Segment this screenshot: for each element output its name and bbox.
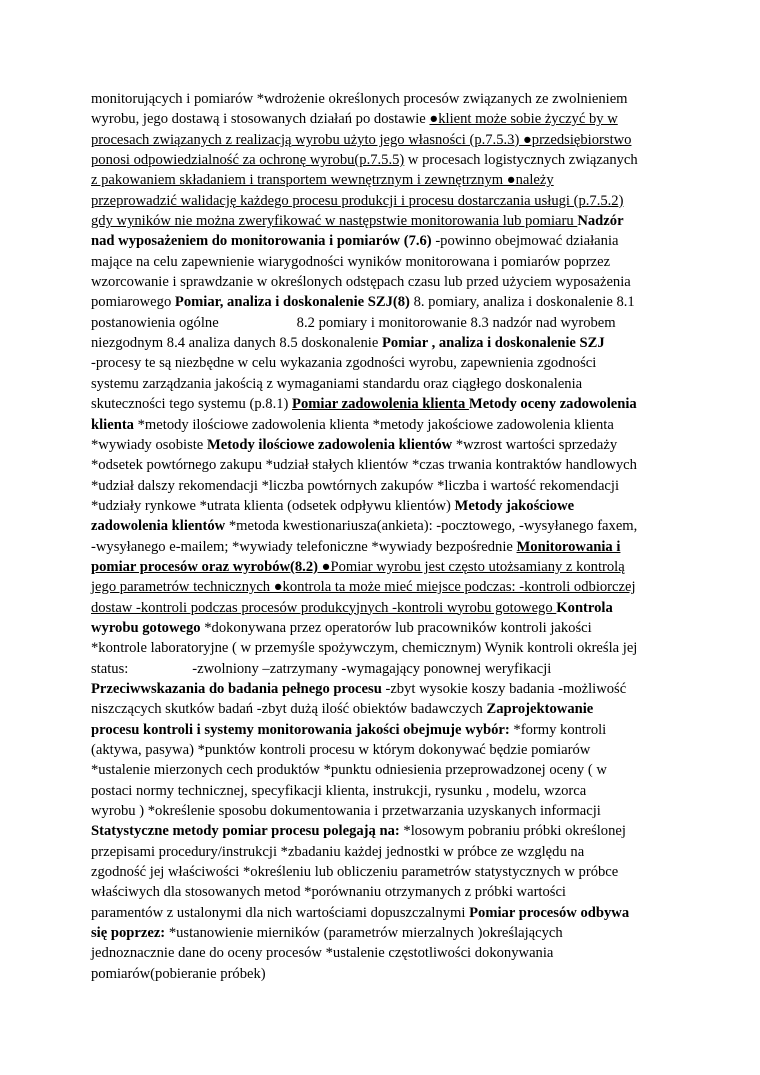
text-run: ●klient może sobie życzyć by w bbox=[429, 111, 618, 128]
text-run: *odsetek powtórnego zakupu *udział stałych klientów *czas trwania kontraktów handlowych bbox=[91, 457, 637, 474]
bold-text-run: pomiar procesów oraz wyrobów(8.2) bbox=[91, 558, 318, 575]
bold-text-run: Kontrola bbox=[556, 599, 613, 616]
text-run: status: bbox=[91, 660, 129, 677]
text-run: pomiarowego bbox=[91, 294, 175, 311]
text-run: *losowym pobraniu próbki określonej bbox=[399, 823, 626, 840]
text-run: postanowienia ogólne bbox=[91, 314, 219, 331]
text-run: *metody ilościowe zadowolenia klienta *metody jakościowe zadowolenia klienta bbox=[133, 416, 614, 433]
text-run: 8. pomiary, analiza i doskonalenie 8.1 bbox=[409, 294, 635, 311]
text-line bbox=[91, 150, 671, 170]
text-line bbox=[91, 353, 671, 373]
text-run: -powinno obejmować działania bbox=[431, 233, 619, 250]
bold-text-run: Metody jakościowe bbox=[454, 497, 575, 514]
text-line bbox=[91, 679, 671, 699]
text-line bbox=[91, 415, 671, 435]
bold-text-run: się poprzez: bbox=[91, 925, 166, 942]
text-run: -procesy te są niezbędne w celu wykazania zgodności wyrobu, zapewnienia zgodności bbox=[91, 355, 597, 372]
text-line bbox=[91, 842, 671, 862]
text-run: *metoda kwestionariusza(ankieta): -pocztowego, -wysyłanego faxem, bbox=[225, 518, 638, 535]
text-line bbox=[91, 699, 671, 719]
text-line bbox=[91, 89, 671, 109]
text-line bbox=[91, 862, 671, 882]
text-line bbox=[91, 435, 671, 455]
text-run: *kontrole laboratoryjne ( w przemyśle spożywczym, chemicznym) Wynik kontroli określa jej bbox=[91, 640, 638, 657]
text-line bbox=[91, 191, 671, 211]
bold-text-run: klienta bbox=[91, 416, 134, 433]
text-run: *wywiady osobiste bbox=[91, 436, 207, 453]
text-line bbox=[91, 170, 671, 190]
text-line bbox=[91, 252, 671, 272]
text-run: przepisami procedury/instrukcji *zbadaniu każdej jednostki w próbce ze względu na bbox=[91, 843, 585, 860]
bold-text-run: Pomiar zadowolenia klienta bbox=[292, 396, 469, 413]
text-line bbox=[91, 109, 671, 129]
bold-text-run: Zaprojektowanie bbox=[486, 701, 594, 718]
text-line bbox=[91, 455, 671, 475]
text-run: *udział dalszy rekomendacji *liczba powtórnych zakupów *liczba i wartość rekomendacji bbox=[91, 477, 620, 494]
text-line bbox=[91, 598, 671, 618]
text-run: jego parametrów technicznych ●kontrola ta może mieć miejsce podczas: -kontroli odbiorczej bbox=[91, 579, 636, 596]
bold-text-run: Metody oceny zadowolenia bbox=[468, 396, 637, 413]
text-line bbox=[91, 923, 671, 943]
text-run: procesach związanych z realizacją wyrobu użyto jego własności (p.7.5.3) ●przedsiębiorstwo bbox=[91, 131, 632, 148]
text-line bbox=[91, 964, 671, 984]
text-run: paramentów z ustalonymi dla nich wartościami dopuszczalnymi bbox=[91, 904, 470, 921]
text-line bbox=[91, 557, 671, 577]
bold-text-run: wyrobu gotowego bbox=[91, 619, 201, 636]
text-line bbox=[91, 903, 671, 923]
text-run: wyrobu ) *określenie sposobu dokumentowania i przetwarzania uzyskanych informacji bbox=[91, 803, 601, 820]
text-run: ponosi odpowiedzialność za ochronę wyrobu(p.7.5.5) bbox=[91, 152, 405, 169]
text-run: monitorujących i pomiarów *wdrożenie określonych procesów związanych ze zwolnieniem bbox=[91, 91, 628, 107]
text-line bbox=[91, 516, 671, 536]
bold-text-run: Nadzór bbox=[577, 213, 624, 230]
text-line bbox=[91, 577, 671, 597]
text-line bbox=[91, 211, 671, 231]
text-line bbox=[91, 638, 671, 658]
text-run: ●Pomiar wyrobu jest często utożsamiany z kontrolą bbox=[318, 558, 625, 575]
text-line bbox=[91, 333, 671, 353]
bold-text-run: Metody ilościowe zadowolenia klientów bbox=[206, 436, 453, 453]
text-run: pomiarów(pobieranie próbek) bbox=[91, 965, 266, 982]
bold-text-run: procesu kontroli i systemy monitorowania jakości obejmuje wybór: bbox=[91, 721, 510, 738]
text-run: skuteczności tego systemu (p.8.1) bbox=[91, 396, 293, 413]
text-run: (aktywa, pasywa) *punktów kontroli procesu w którym dokonywać będzie pomiarów bbox=[91, 742, 591, 758]
text-line bbox=[91, 943, 671, 963]
bold-text-run: Pomiar procesów odbywa bbox=[469, 904, 630, 921]
text-run: *udziały rynkowe *utrata klienta (odsetek odpływu klientów) bbox=[91, 497, 455, 514]
text-run: *ustanowienie mierników (parametrów mierzalnych )określających bbox=[165, 925, 563, 942]
text-line bbox=[91, 740, 671, 760]
text-run: właściwych dla stosowanych metod *porównaniu otrzymanych z próbki wartości bbox=[91, 884, 566, 901]
text-run: wzorcowanie i sprawdzanie w określonych odstępach czasu lub przed użyciem wyposażenia bbox=[91, 274, 631, 291]
text-line bbox=[91, 720, 671, 740]
text-line bbox=[91, 231, 671, 251]
text-run: dostaw -kontroli podczas procesów produkcyjnych -kontroli wyrobu gotowego bbox=[91, 599, 557, 616]
text-run: zgodność jej właściwości *określeniu lub obliczeniu parametrów statystycznych w próbce bbox=[91, 864, 619, 881]
text-line bbox=[91, 801, 671, 821]
text-run: *dokonywana przez operatorów lub pracowników kontroli jakości bbox=[200, 619, 592, 636]
text-line bbox=[91, 292, 671, 312]
text-line bbox=[91, 272, 671, 292]
bold-text-run: nad wyposażeniem do monitorowania i pomiarów (7.6) bbox=[91, 233, 432, 250]
text-line bbox=[91, 130, 671, 150]
document-page bbox=[91, 89, 671, 984]
text-line bbox=[91, 781, 671, 801]
bold-text-run: Pomiar, analiza i doskonalenie SZJ(8) bbox=[174, 294, 410, 311]
text-run: systemu zarządzania jakością z wymaganiami standardu oraz ciągłego doskonalenia bbox=[91, 375, 583, 392]
text-line bbox=[91, 659, 671, 679]
text-run: wyrobu, jego dostawą i stosowanych działań po dostawie bbox=[91, 111, 430, 128]
text-run: niszczących skutków badań -zbyt dużą ilość obiektów badawczych bbox=[91, 701, 487, 718]
bold-text-run: zadowolenia klientów bbox=[91, 518, 226, 535]
bold-text-run: Przeciwwskazania do badania pełnego procesu bbox=[91, 680, 382, 697]
bold-text-run: Statystyczne metody pomiar procesu polegają na: bbox=[91, 823, 400, 840]
text-line bbox=[91, 374, 671, 394]
text-run: w procesach logistycznych związanych bbox=[404, 152, 638, 169]
text-run: gdy wyników nie można zweryfikować w następstwie monitorowania lub pomiaru bbox=[91, 213, 578, 230]
text-run: jednoznacznie dane do oceny procesów *ustalenie częstotliwości dokonywania bbox=[91, 945, 554, 962]
text-run: *wzrost wartości sprzedaży bbox=[452, 436, 618, 453]
bold-text-run: Monitorowania i bbox=[516, 538, 621, 555]
text-run: -wysyłanego e-mailem; *wywiady telefoniczne *wywiady bezpośrednie bbox=[91, 538, 517, 555]
text-line bbox=[91, 476, 671, 496]
text-run: mające na celu zapewnienie wiarygodności wyników monitorowana i pomiarów poprzez bbox=[91, 253, 611, 270]
text-run: niezgodnym 8.4 analiza danych 8.5 doskonalenie bbox=[91, 335, 382, 352]
text-line bbox=[91, 760, 671, 780]
text-line bbox=[91, 618, 671, 638]
text-run: z pakowaniem składaniem i transportem wewnętrznym i zewnętrznym ●należy bbox=[91, 172, 554, 189]
text-line bbox=[91, 313, 671, 333]
text-run: *formy kontroli bbox=[509, 721, 607, 738]
text-run: postaci normy technicznej, specyfikacji klienta, instrukcji, rysunku , modelu, wzorca bbox=[91, 782, 587, 799]
text-run: *ustalenie mierzonych cech produktów *punktu odniesienia przeprowadzonej oceny ( w bbox=[91, 762, 607, 779]
bold-text-run: Pomiar , analiza i doskonalenie SZJ bbox=[381, 335, 605, 352]
text-line bbox=[91, 882, 671, 902]
text-line bbox=[91, 537, 671, 557]
text-line bbox=[91, 394, 671, 414]
text-line bbox=[91, 496, 671, 516]
text-run: 8.2 pomiary i monitorowanie 8.3 nadzór nad wyrobem bbox=[296, 314, 616, 331]
text-run: -zbyt wysokie koszy badania -możliwość bbox=[381, 680, 627, 697]
text-run: -zwolniony –zatrzymany -wymagający ponownej weryfikacji bbox=[192, 660, 552, 677]
text-line bbox=[91, 821, 671, 841]
text-run: przeprowadzić walidację każdego procesu produkcji i procesu dostarczania usługi (p.7.5.2) bbox=[91, 192, 624, 209]
